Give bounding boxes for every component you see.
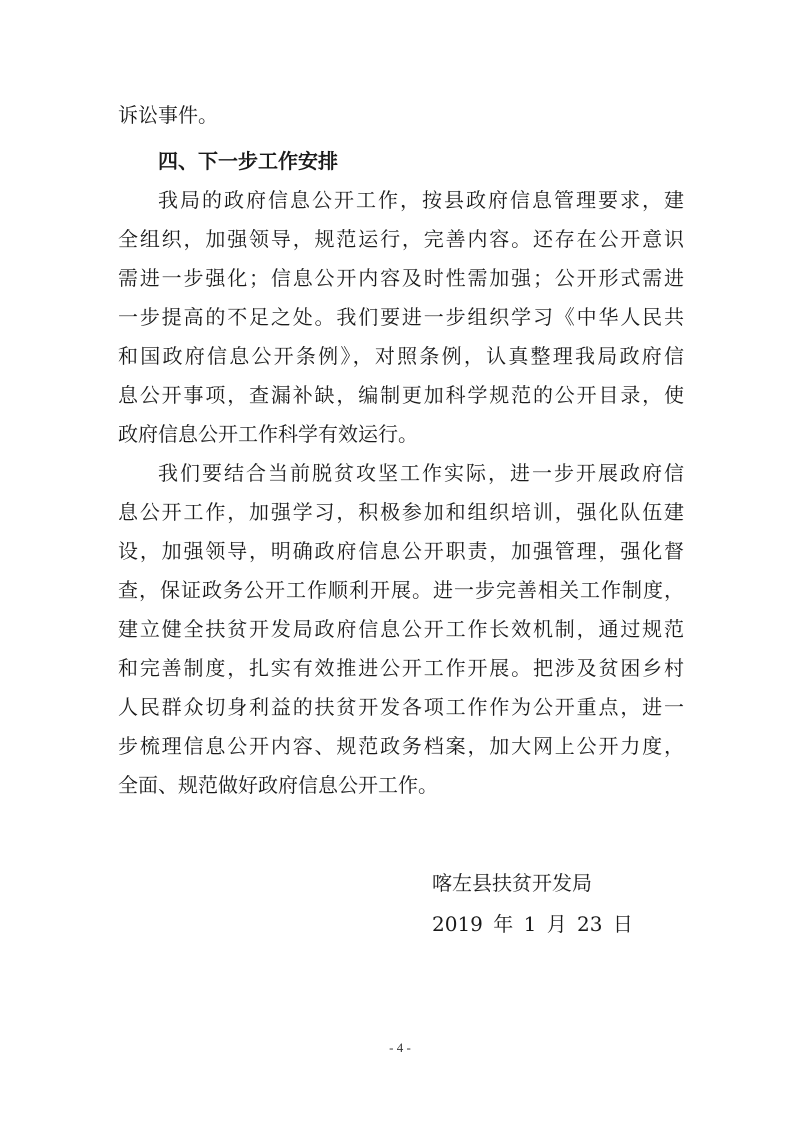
paragraph-line: 息公开事项，查漏补缺，编制更加科学规范的公开目录，使 [118, 383, 684, 407]
paragraph-line: 和完善制度，扎实有效推进公开工作开展。把涉及贫困乡村 [118, 656, 684, 680]
section-heading: 四、下一步工作安排 [158, 149, 338, 173]
issuer-signature: 喀左县扶贫开发局 [432, 871, 592, 895]
paragraph-line: 建立健全扶贫开发局政府信息公开工作长效机制，通过规范 [118, 617, 684, 641]
paragraph-line: 我们要结合当前脱贫攻坚工作实际，进一步开展政府信 [158, 461, 684, 485]
paragraph-line: 查，保证政务公开工作顺利开展。进一步完善相关工作制度， [118, 578, 684, 602]
paragraph-line: 全组织，加强领导，规范运行，完善内容。还存在公开意识 [118, 227, 684, 251]
paragraph-line: 我局的政府信息公开工作，按县政府信息管理要求，建 [158, 188, 684, 212]
carryover-line: 诉讼事件。 [118, 103, 218, 127]
paragraph-line: 一步提高的不足之处。我们要进一步组织学习《中华人民共 [118, 305, 684, 329]
paragraph-line: 全面、规范做好政府信息公开工作。 [118, 773, 438, 797]
issue-date: 2019 年 1 月 23 日 [432, 912, 633, 936]
paragraph-line: 需进一步强化；信息公开内容及时性需加强；公开形式需进 [118, 266, 684, 290]
paragraph-line: 和国政府信息公开条例》，对照条例，认真整理我局政府信 [118, 344, 684, 368]
paragraph-line: 息公开工作，加强学习，积极参加和组织培训，强化队伍建 [118, 500, 684, 524]
paragraph-line: 政府信息公开工作科学有效运行。 [118, 422, 418, 446]
paragraph-line: 人民群众切身利益的扶贫开发各项工作作为公开重点，进一 [118, 695, 684, 719]
paragraph-line: 步梳理信息公开内容、规范政务档案，加大网上公开力度， [118, 734, 684, 758]
page-number: - 4 - [389, 1040, 411, 1055]
paragraph-line: 设，加强领导，明确政府信息公开职责，加强管理，强化督 [118, 539, 684, 563]
